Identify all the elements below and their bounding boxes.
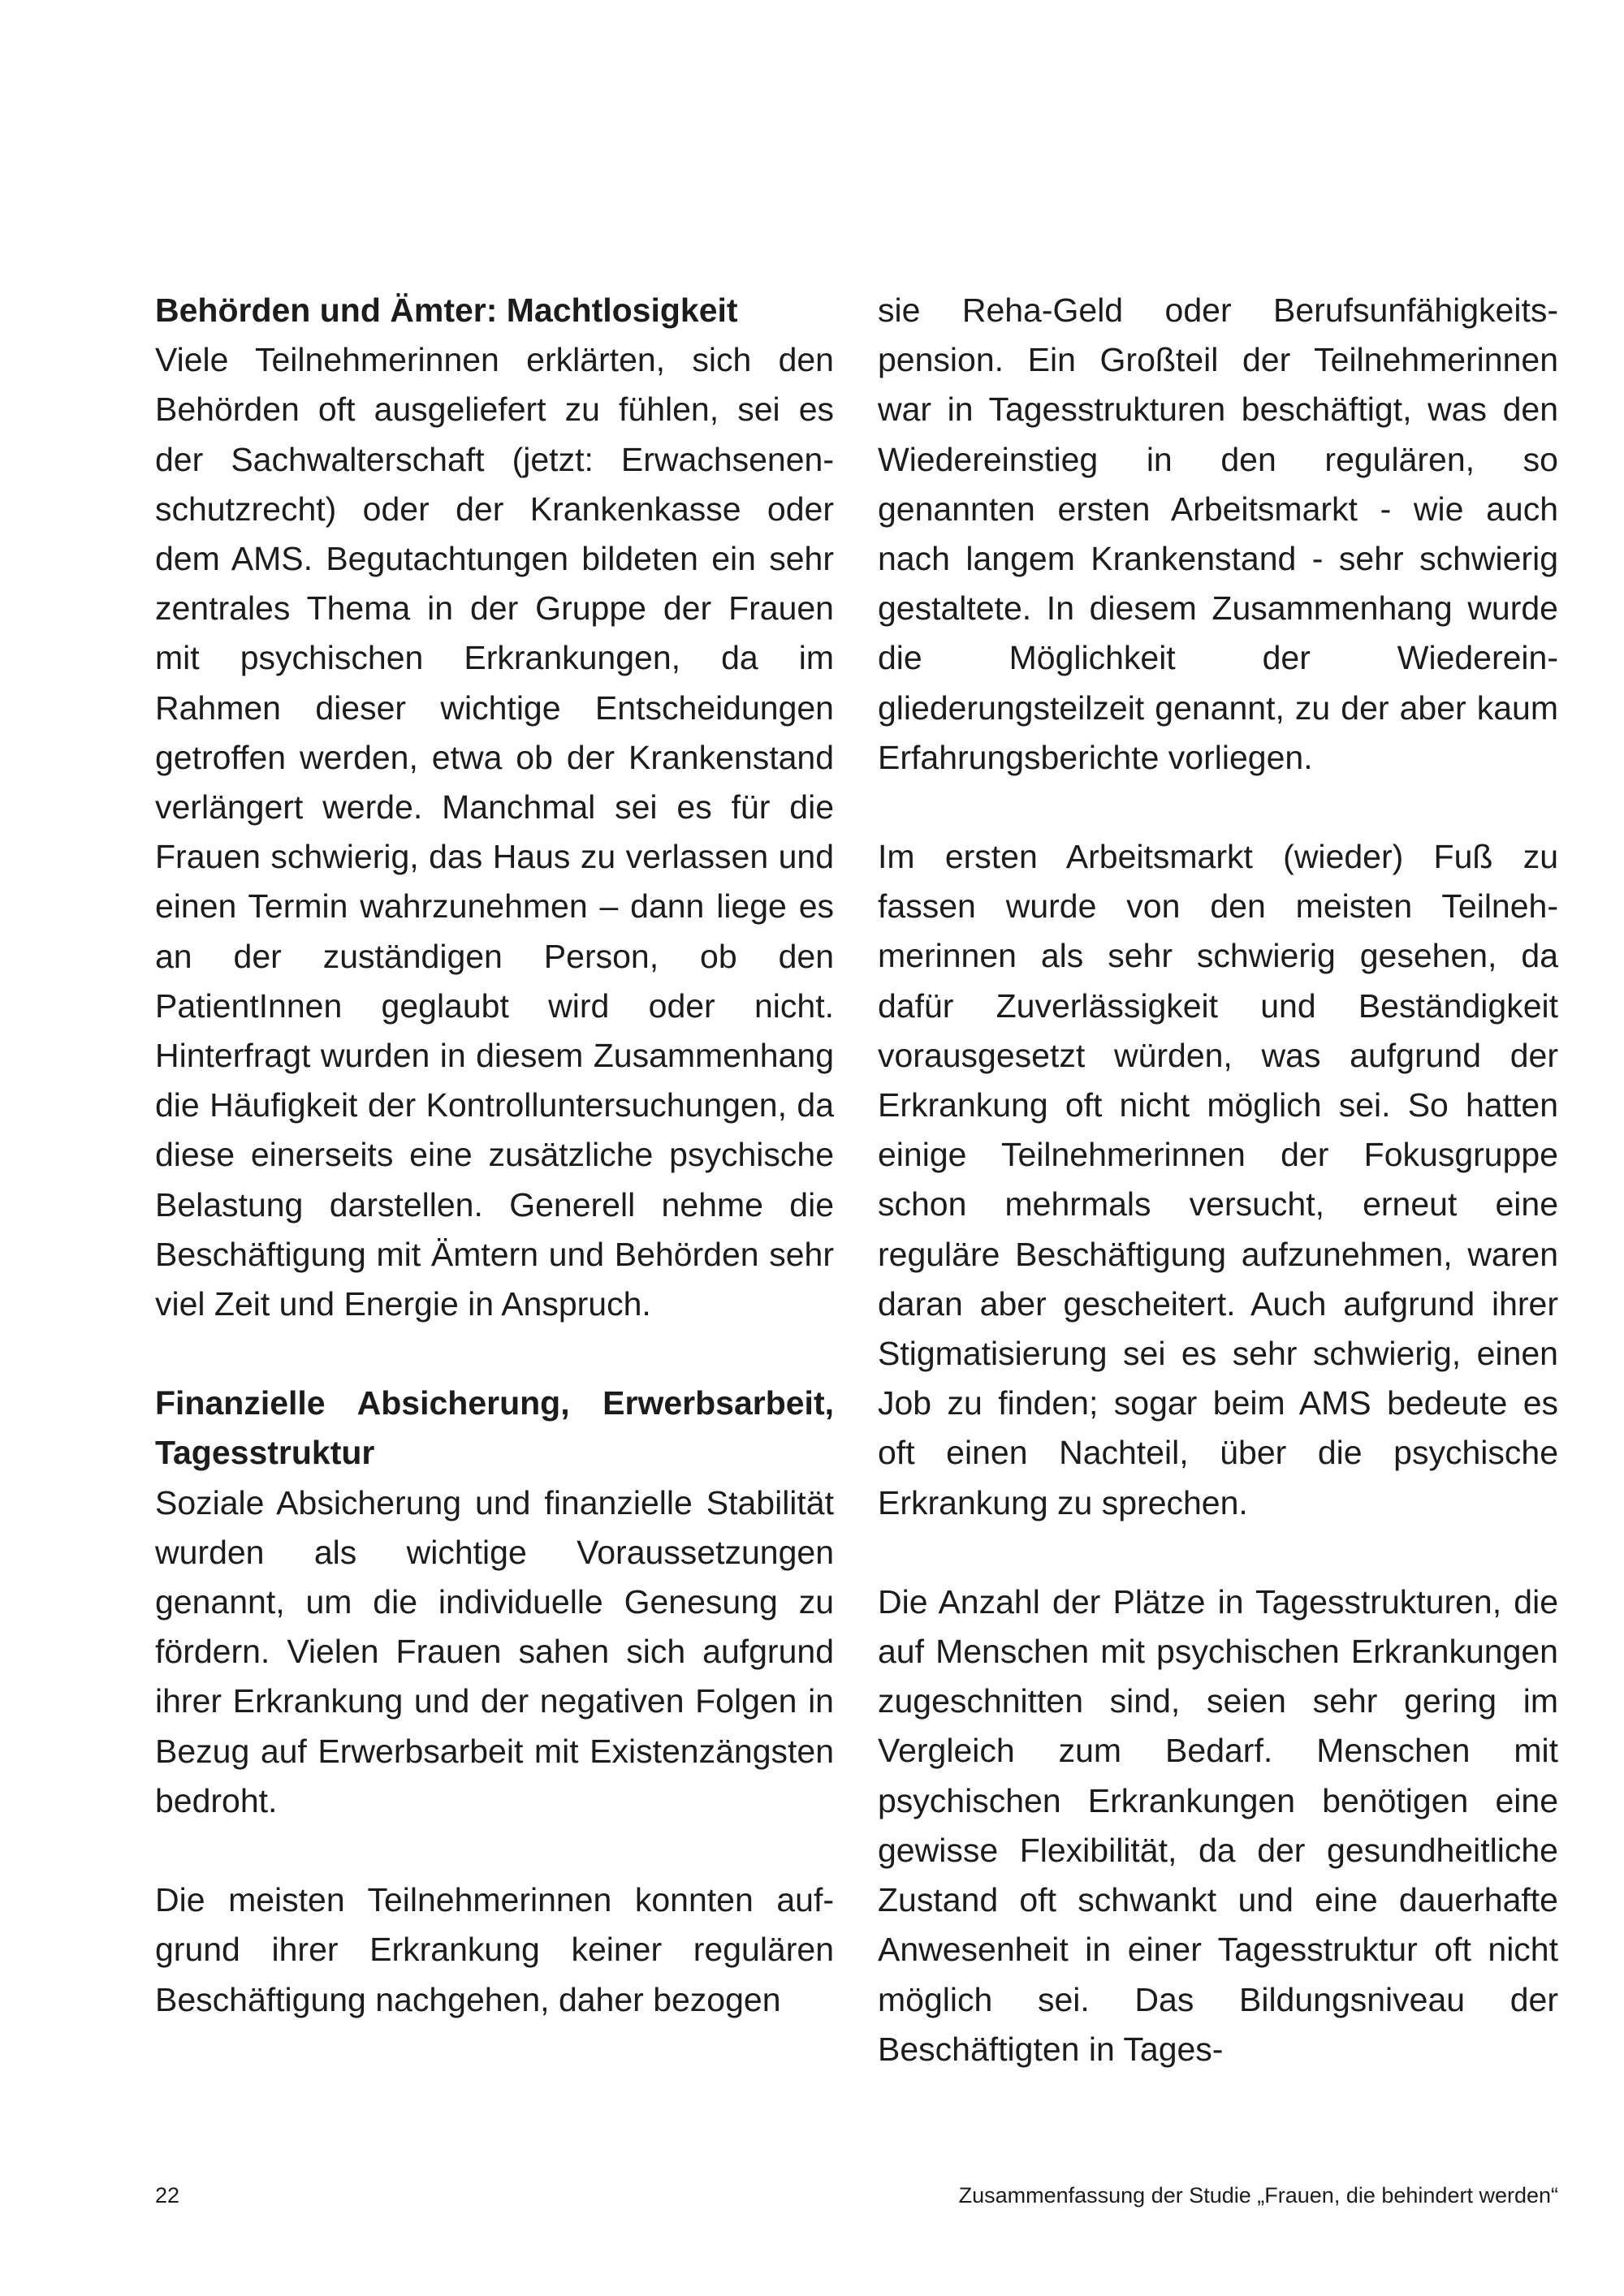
- page-number: 22: [155, 2183, 180, 2208]
- paragraph: Soziale Absicherung und finanzielle Stabilität wurden als wichtige Voraussetzungen genannt, um die individuelle Genesung zu fördern. Vielen Frauen sahen sich aufgrund ihrer Erkrankung und der negativen Folgen in Bezug auf Erwerbsarbeit mit Existenzängsten bedroht.: [155, 1483, 834, 1819]
- left-column: [155, 286, 834, 2025]
- right-column: [878, 286, 1558, 2074]
- paragraph: sie Reha-Geld oder Berufsunfähigkeitspension. Ein Großteil der Teilnehmerinnen war in Tagesstrukturen beschäftigt, was den Wiedereinstieg in den regulären, so genannten ersten Arbeitsmarkt - wie auch nach langem Krankenstand - sehr schwierig gestaltete. In diesem Zusammenhang wurde die Möglichkeit der Wiedereingliederungsteilzeit genannt, zu der aber kaum Erfahrungsberichte vorliegen.: [878, 291, 1558, 776]
- paragraph: Die meisten Teilnehmerinnen konnten aufgrund ihrer Erkrankung keiner regulären Beschäftigung nachgehen, daher bezogen: [155, 1881, 834, 2018]
- paragraph: Im ersten Arbeitsmarkt (wieder) Fuß zu fassen wurde von den meisten Teilnehmerinnen als sehr schwierig gesehen, da dafür Zuverlässigkeit und Beständigkeit vorausgesetzt würden, was aufgrund der Erkrankung oft nicht möglich sei. So hatten einige Teilnehmerinnen der Fokusgruppe schon mehrmals versucht, erneut eine reguläre Beschäftigung aufzunehmen, waren daran aber gescheitert. Auch aufgrund ihrer Stigmatisierung sei es sehr schwierig, einen Job zu finden; sogar beim AMS bedeute es oft einen Nachteil, über die psychische Erkrankung zu sprechen.: [878, 838, 1558, 1521]
- paragraph: Die Anzahl der Plätze in Tagesstrukturen, die auf Menschen mit psychischen Erkrankungen zugeschnitten sind, seien sehr gering im Vergleich zum Bedarf. Menschen mit psychischen Erkrankungen benötigen eine gewisse Flexibilität, da der gesundheitliche Zustand oft schwankt und eine dauerhafte Anwesenheit in einer Tagesstruktur oft nicht möglich sei. Das Bildungsniveau der Beschäftigten in Tages-: [878, 1582, 1558, 2068]
- paragraph: Viele Teilnehmerinnen erklärten, sich den Behörden oft ausgeliefert zu fühlen, sei es der Sachwalterschaft (jetzt: Erwachsenenschutzrecht) oder der Krankenkasse oder dem AMS. Begutachtungen bildeten ein sehr zentrales Thema in der Gruppe der Frauen mit psychischen Erkrankungen, da im Rahmen dieser wichtige Entscheidungen getroffen werden, etwa ob der Krankenstand verlängert werde. Manchmal sei es für die Frauen schwierig, das Haus zu verlassen und einen Termin wahrzunehmen – dann liege es an der zuständigen Person, ob den PatientInnen geglaubt wird oder nicht. Hinterfragt wurden in diesem Zusammenhang die Häufigkeit der Kontrolluntersuchungen, da diese einerseits eine zusätzliche psychische Belastung darstellen. Generell nehme die Beschäftigung mit Ämtern und Behörden sehr viel Zeit und Energie in Anspruch.: [155, 341, 834, 1323]
- section-heading-finanzielle-absicherung: Finanzielle Absicherung, Erwerbsarbeit, Tagesstruktur: [155, 1384, 834, 1472]
- running-title: Zusammenfassung der Studie „Frauen, die behindert werden“: [958, 2183, 1558, 2208]
- section-heading-behoerden: Behörden und Ämter: Machtlosigkeit: [155, 291, 738, 329]
